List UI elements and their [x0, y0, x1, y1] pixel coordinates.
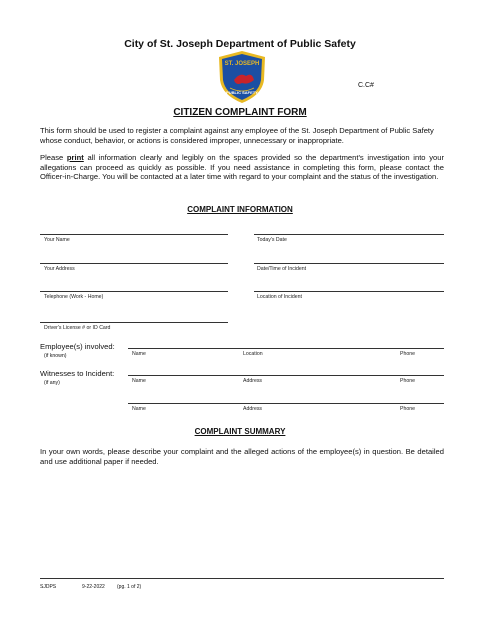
witness-1-phone-label: Phone — [400, 378, 416, 384]
witness-1-address-label: Address — [243, 378, 263, 384]
footer-line — [40, 578, 444, 579]
drivers-license-label: Driver's License # or ID Card — [44, 325, 111, 331]
employee-entry-line[interactable] — [128, 348, 444, 349]
employees-involved-sublabel: (if known) — [44, 353, 67, 359]
form-title — [0, 107, 480, 118]
complaint-information-heading-text: COMPLAINT INFORMATION — [187, 205, 293, 214]
telephone-label: Telephone (Work - Home) — [44, 294, 104, 300]
badge-bottom-text: PUBLIC SAFETY — [226, 90, 258, 95]
footer-page: (pg. 1 of 2) — [117, 584, 142, 590]
complaint-summary-heading — [0, 427, 480, 436]
witness-2-name-label: Name — [132, 406, 146, 412]
witness-1-name-label: Name — [132, 378, 146, 384]
footer-date: 9-22-2022 — [82, 584, 105, 590]
witness-1-entry-line[interactable] — [128, 375, 444, 376]
witness-2-address-label: Address — [243, 406, 263, 412]
witnesses-sublabel: (if any) — [44, 380, 60, 386]
instructions-before: Please — [40, 153, 67, 162]
instructions-after: all information clearly and legibly on the spaces provided so the department's investigation into your allegations can proceed as quickly as possible. If you need assistance in completing this form, please contact the Officer-in-Charge. You will be contacted at a later time with regard to your complaint and the status of the investigation. — [40, 153, 444, 182]
employee-name-label: Name — [132, 351, 146, 357]
agency-name: City of St. Joseph Department of Public Safety — [124, 38, 356, 50]
badge-logo-icon — [216, 50, 268, 104]
incident-datetime-line[interactable] — [254, 263, 444, 264]
employee-phone-label: Phone — [400, 351, 416, 357]
form-title-text: CITIZEN COMPLAINT FORM — [173, 107, 307, 118]
todays-date-line[interactable] — [254, 234, 444, 235]
complaint-information-heading — [0, 205, 480, 214]
witness-2-entry-line[interactable] — [128, 403, 444, 404]
incident-location-line[interactable] — [254, 291, 444, 292]
instructions-emphasis: print — [66, 153, 84, 162]
employees-involved-label: Employee(s) involved: — [40, 342, 115, 351]
your-address-label: Your Address — [44, 266, 75, 272]
footer-code: SJDPS — [40, 584, 57, 590]
your-name-line[interactable] — [40, 234, 228, 235]
instructions-paragraph — [40, 153, 444, 182]
your-name-label: Your Name — [44, 237, 70, 243]
badge-top-text: ST. JOSEPH — [224, 61, 260, 67]
incident-datetime-label: Date/Time of Incident — [257, 266, 307, 272]
witnesses-label: Witnesses to Incident: — [40, 369, 115, 378]
drivers-license-line[interactable] — [40, 322, 228, 323]
witness-2-phone-label: Phone — [400, 406, 416, 412]
intro-paragraph: This form should be used to register a complaint against any employee of the St. Joseph Department of Public Safety whose conduct, behavior, or actions is considered improper, unnecessary or inappropriate. — [40, 126, 434, 145]
cc-number-label: C.C# — [358, 82, 374, 89]
employee-location-label: Location — [243, 351, 263, 357]
complaint-summary-heading-text: COMPLAINT SUMMARY — [194, 427, 286, 436]
telephone-line[interactable] — [40, 291, 228, 292]
summary-instructions: In your own words, please describe your complaint and the alleged actions of the employee(s) in question. Be detailed and use additional paper if needed. — [40, 447, 444, 466]
todays-date-label: Today's Date — [257, 237, 287, 243]
your-address-line[interactable] — [40, 263, 228, 264]
incident-location-label: Location of Incident — [257, 294, 302, 300]
